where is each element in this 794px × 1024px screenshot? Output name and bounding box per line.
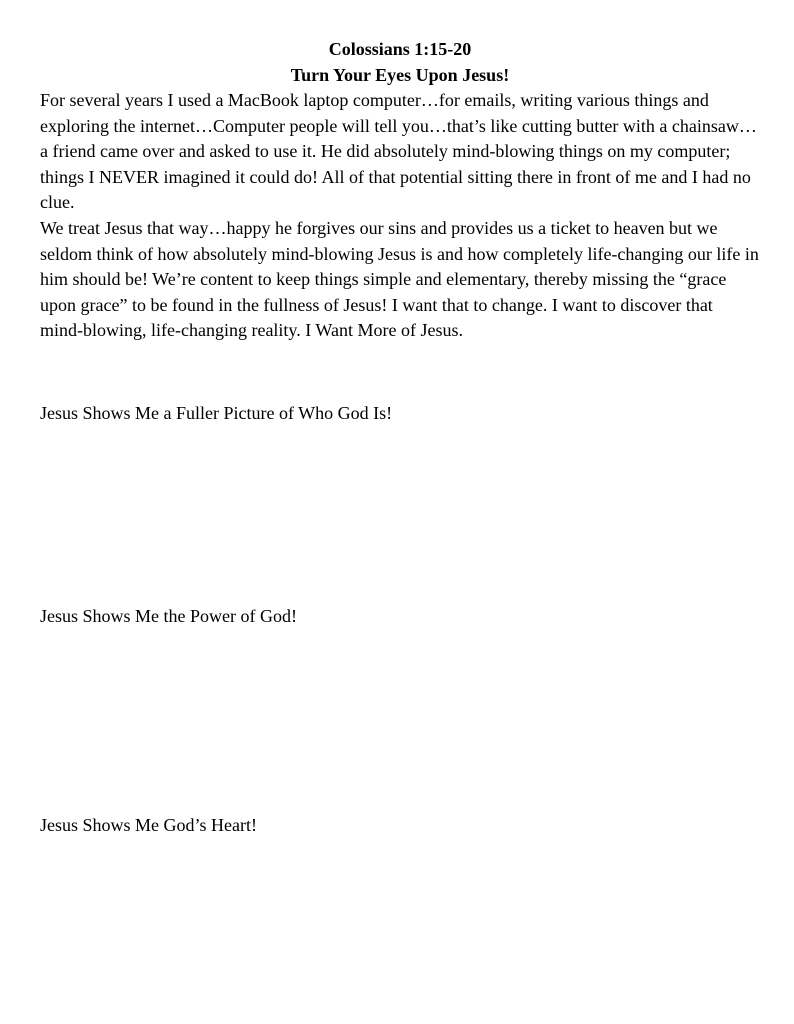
body-paragraph: We treat Jesus that way…happy he forgives our sins and provides us a ticket to heaven but we seldom think of how absolutely mind-blowing Jesus is and how completely life-changing our life in him should be! We’re content to keep things simple and elementary, thereby missing the “grace upon grace” to be found in the fullness of Jesus! I want that to change. I want to discover that mind-blowing, life-changing reality. I Want More of Jesus.: [40, 217, 759, 341]
scripture-reference: Colossians 1:15-20: [328, 39, 472, 59]
intro-paragraph: For several years I used a MacBook laptop computer…for emails, writing various things and exploring the internet…Computer people will tell you…that’s like cutting butter with a chainsaw…a friend came over and asked to use it. He did absolutely mind-blowing things on my computer; things I NEVER imagined it could do! All of that potential sitting there in front of me and I had no clue.: [40, 90, 757, 213]
section-heading-fuller-picture: Jesus Shows Me a Fuller Picture of Who God Is!: [40, 403, 393, 423]
section-heading-gods-heart: Jesus Shows Me God’s Heart!: [40, 815, 257, 835]
document-body: [40, 36, 760, 344]
section-heading-power-of-god: Jesus Shows Me the Power of God!: [40, 606, 297, 626]
sermon-title: Turn Your Eyes Upon Jesus!: [290, 65, 510, 85]
